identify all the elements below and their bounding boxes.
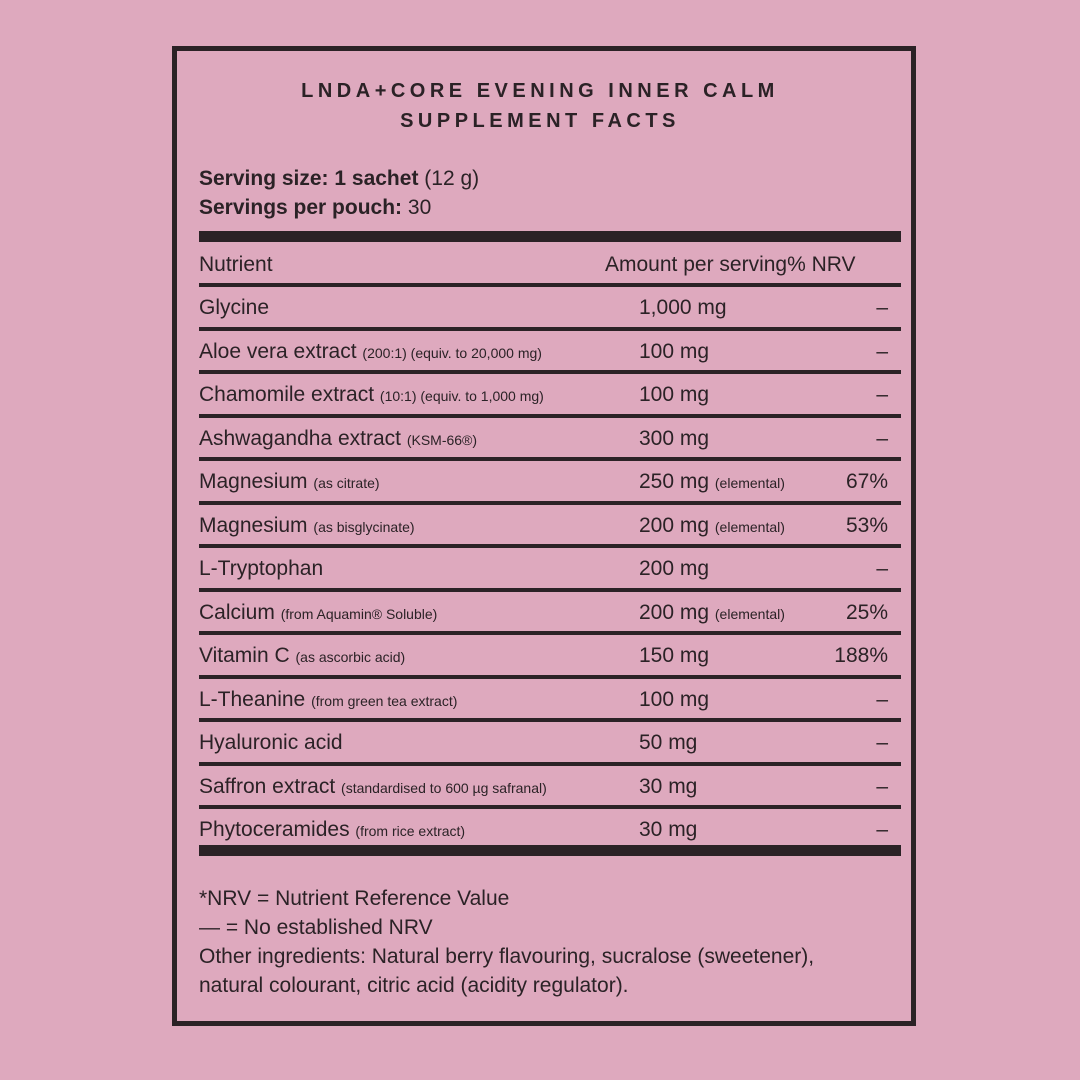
nutrient-name xyxy=(199,426,477,453)
nutrient-label: Vitamin C xyxy=(199,644,290,667)
table-bottom-rule xyxy=(199,845,901,856)
nutrient-note: (from Aquamin® Soluble) xyxy=(280,606,438,622)
amount-value: 100 mg xyxy=(639,383,710,406)
nutrient-name xyxy=(199,600,437,627)
amount-value: 200 mg xyxy=(639,514,710,537)
header-nrv: % NRV xyxy=(787,253,856,276)
product-title: LNDA+CORE EVENING INNER CALM xyxy=(301,80,779,102)
nutrient-nrv: 25% xyxy=(845,601,888,624)
nutrient-label: Saffron extract xyxy=(199,775,336,798)
nutrient-note: (200:1) (equiv. to 20,000 mg) xyxy=(362,345,542,361)
footnote-nrv: *NRV = Nutrient Reference Value xyxy=(199,887,510,910)
nutrient-name xyxy=(199,513,415,540)
nutrient-label: Calcium xyxy=(199,601,275,624)
servings-per-pouch-value: 30 xyxy=(407,196,432,219)
nutrient-label: Glycine xyxy=(199,296,270,319)
nutrient-name xyxy=(199,730,343,756)
nutrient-label: Phytoceramides xyxy=(199,818,350,841)
nutrient-nrv: – xyxy=(876,688,888,711)
row-divider xyxy=(199,588,901,592)
nutrient-name xyxy=(199,469,380,496)
row-divider xyxy=(199,457,901,461)
amount-note: (elemental) xyxy=(714,606,785,622)
nutrient-name xyxy=(199,339,542,366)
header-amount-label: Amount per serving xyxy=(605,253,788,276)
row-divider xyxy=(199,327,901,331)
nutrient-name xyxy=(199,817,465,844)
nutrient-amount xyxy=(639,295,727,321)
nutrient-nrv: 188% xyxy=(834,644,888,667)
nutrient-label: Ashwagandha extract xyxy=(199,427,401,450)
servings-per-pouch xyxy=(199,196,431,220)
amount-value: 300 mg xyxy=(639,427,710,450)
nutrient-label: Aloe vera extract xyxy=(199,340,357,363)
supplement-facts-heading: SUPPLEMENT FACTS xyxy=(400,110,680,132)
nutrient-amount xyxy=(639,513,785,540)
nutrient-amount xyxy=(639,687,709,713)
amount-value: 30 mg xyxy=(639,818,698,841)
nutrient-note: (standardised to 600 µg safranal) xyxy=(341,780,547,796)
nutrient-amount xyxy=(639,643,709,669)
row-divider xyxy=(199,414,901,418)
nutrient-amount xyxy=(639,426,709,452)
header-amount xyxy=(605,252,856,278)
nutrient-name xyxy=(199,687,457,714)
row-divider xyxy=(199,762,901,766)
row-divider xyxy=(199,675,901,679)
nutrient-label: L-Theanine xyxy=(199,688,306,711)
nutrient-amount xyxy=(639,339,709,365)
amount-value: 250 mg xyxy=(639,470,710,493)
nutrient-name xyxy=(199,382,544,409)
amount-value: 100 mg xyxy=(639,340,710,363)
amount-note: (elemental) xyxy=(714,519,785,535)
serving-size xyxy=(199,167,479,191)
row-divider xyxy=(199,718,901,722)
nutrient-note: (as ascorbic acid) xyxy=(295,649,406,665)
nutrient-amount xyxy=(639,817,697,843)
row-divider xyxy=(199,805,901,809)
nutrient-amount xyxy=(639,774,697,800)
nutrient-name xyxy=(199,643,405,670)
serving-size-label: Serving size: 1 sachet xyxy=(199,167,419,190)
nutrient-label: Magnesium xyxy=(199,470,308,493)
other-ingredients-line1: Other ingredients: Natural berry flavouring, sucralose (sweetener), xyxy=(199,945,815,968)
amount-value: 100 mg xyxy=(639,688,710,711)
nutrient-name xyxy=(199,295,269,321)
nutrient-nrv: – xyxy=(876,296,888,319)
nutrient-nrv: – xyxy=(876,557,888,580)
other-ingredients-line2: natural colourant, citric acid (acidity regulator). xyxy=(199,974,629,997)
nutrient-amount xyxy=(639,600,785,627)
nutrient-note: (10:1) (equiv. to 1,000 mg) xyxy=(379,388,544,404)
nutrient-note: (as citrate) xyxy=(313,475,380,491)
nutrient-nrv: – xyxy=(876,383,888,406)
amount-value: 50 mg xyxy=(639,731,698,754)
nutrient-note: (as bisglycinate) xyxy=(313,519,415,535)
nutrient-label: Hyaluronic acid xyxy=(199,731,343,754)
header-top-rule xyxy=(199,231,901,242)
nutrient-note: (KSM-66®) xyxy=(406,432,478,448)
nutrient-nrv: 53% xyxy=(845,514,888,537)
row-divider xyxy=(199,501,901,505)
amount-value: 200 mg xyxy=(639,601,710,624)
nutrient-note: (from green tea extract) xyxy=(311,693,458,709)
amount-value: 30 mg xyxy=(639,775,698,798)
serving-size-value: (12 g) xyxy=(424,167,480,190)
footnote-dash: — = No established NRV xyxy=(199,916,433,939)
nutrient-label: Magnesium xyxy=(199,514,308,537)
amount-value: 1,000 mg xyxy=(639,296,727,319)
nutrient-note: (from rice extract) xyxy=(355,823,466,839)
nutrient-name xyxy=(199,556,323,582)
nutrient-name xyxy=(199,774,547,801)
nutrient-nrv: – xyxy=(876,340,888,363)
nutrient-nrv: – xyxy=(876,775,888,798)
nutrient-nrv: – xyxy=(876,427,888,450)
nutrient-label: Chamomile extract xyxy=(199,383,375,406)
row-divider xyxy=(199,370,901,374)
nutrient-amount xyxy=(639,730,697,756)
amount-value: 150 mg xyxy=(639,644,710,667)
nutrient-amount xyxy=(639,556,709,582)
nutrient-label: L-Tryptophan xyxy=(199,557,324,580)
nutrient-nrv: – xyxy=(876,731,888,754)
nutrient-amount xyxy=(639,469,785,496)
servings-per-pouch-label: Servings per pouch: xyxy=(199,196,403,219)
header-nutrient: Nutrient xyxy=(199,253,273,276)
nutrient-nrv: 67% xyxy=(845,470,888,493)
amount-value: 200 mg xyxy=(639,557,710,580)
nutrient-nrv: – xyxy=(876,818,888,841)
nutrient-amount xyxy=(639,382,709,408)
amount-note: (elemental) xyxy=(714,475,785,491)
row-divider xyxy=(199,544,901,548)
row-divider xyxy=(199,631,901,635)
header-bottom-rule xyxy=(199,283,901,287)
